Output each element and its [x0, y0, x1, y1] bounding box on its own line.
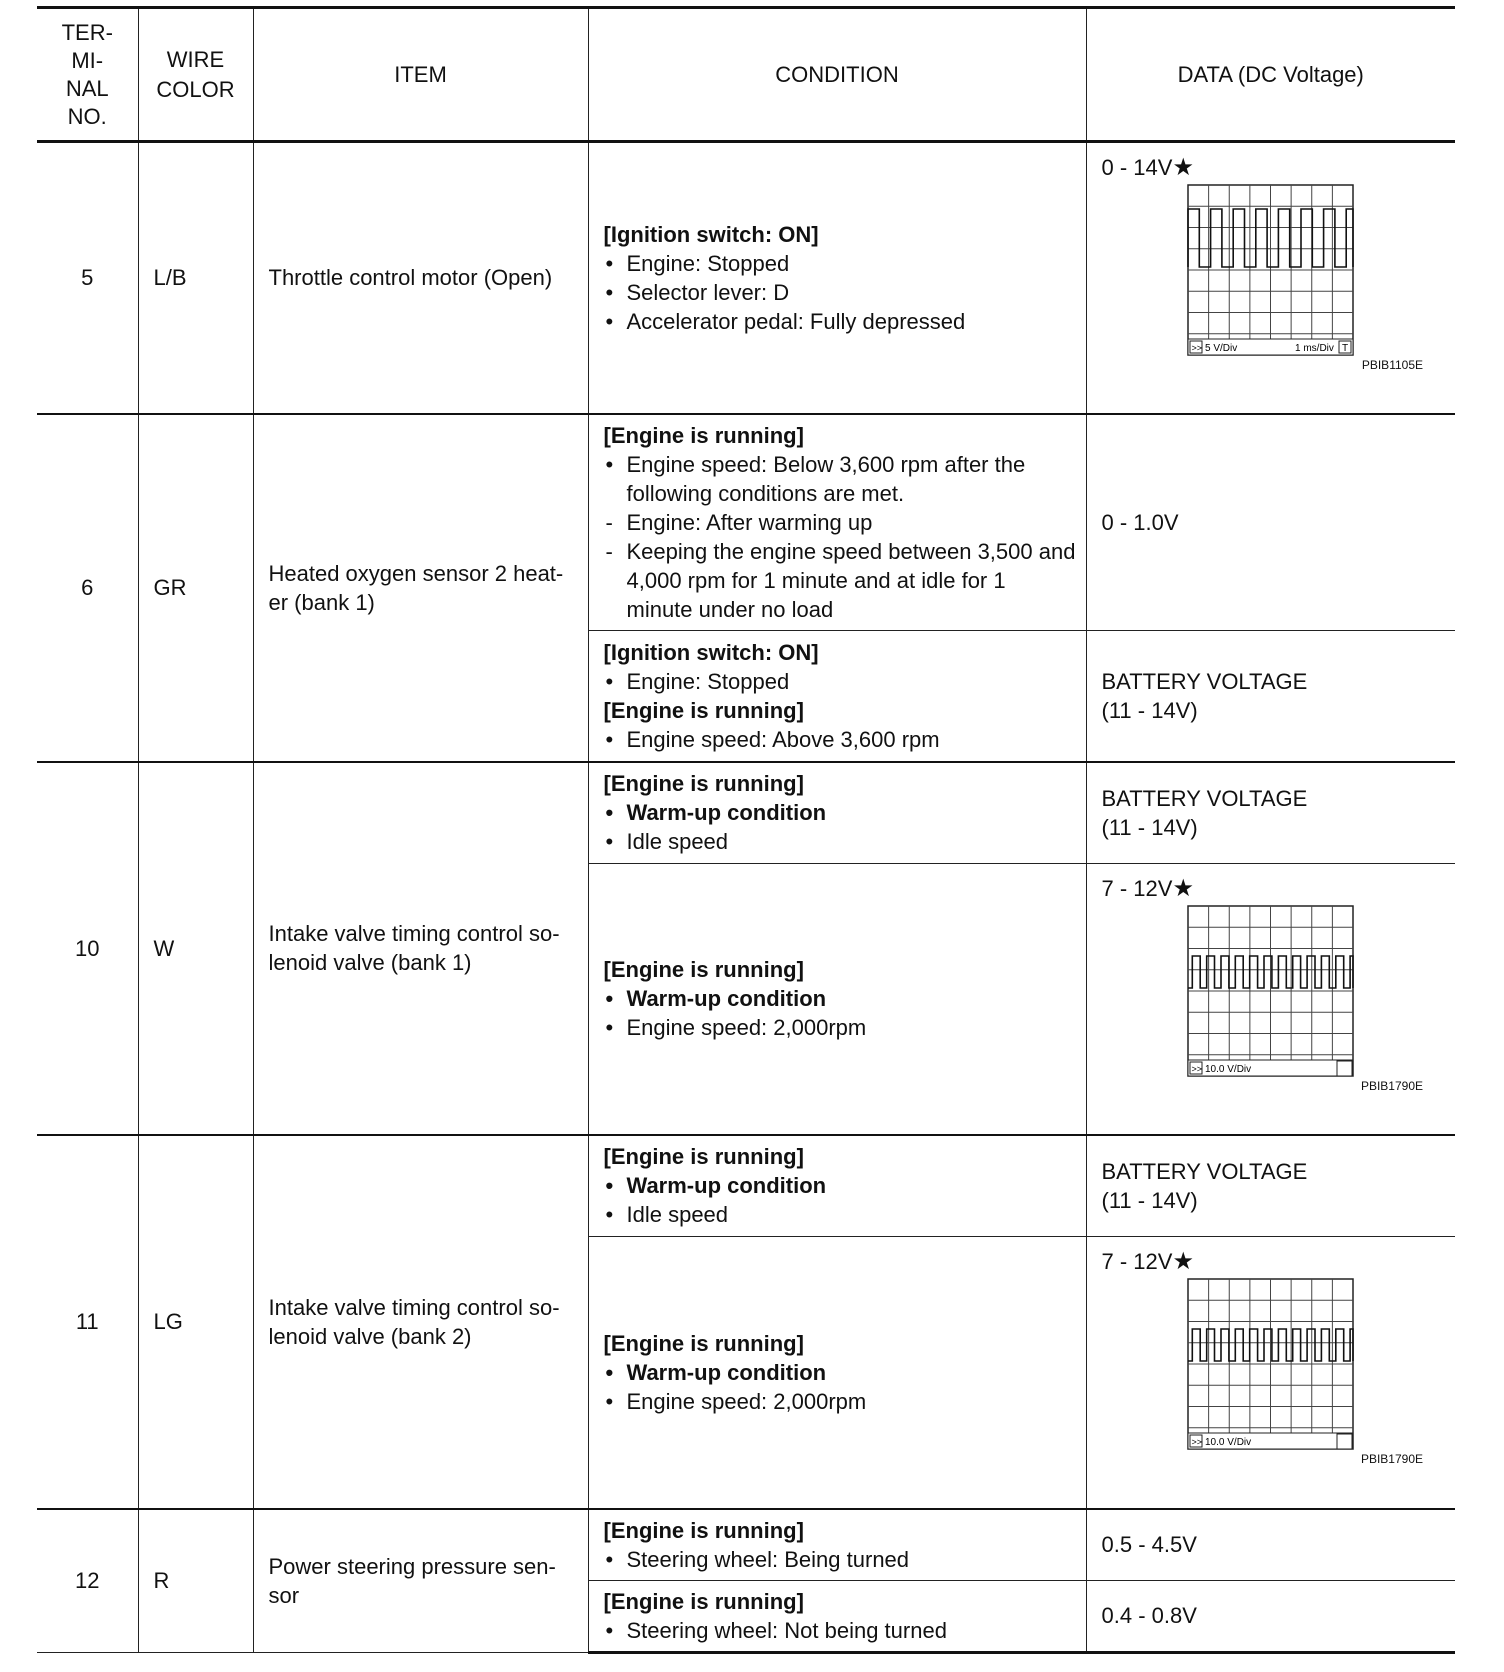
- item-name: [253, 1509, 588, 1653]
- data-value-line: [1102, 508, 1446, 537]
- wire-color: GR: [138, 414, 253, 762]
- time-per-div-label: 1 ms/Div: [1294, 343, 1334, 354]
- channel-marker: >>: [1191, 1437, 1202, 1447]
- channel-marker: >>: [1191, 1064, 1202, 1074]
- condition-line: [604, 1013, 1078, 1042]
- condition-cell: [588, 864, 1086, 1135]
- data-value: BATTERY VOLTAGE (11 - 14V): [1101, 668, 1308, 723]
- data-cell: [1086, 762, 1455, 864]
- bullet-marker: •: [605, 1173, 614, 1199]
- condition-cell: [588, 414, 1086, 631]
- figure-code: PBIB1790E: [1360, 1452, 1423, 1466]
- data-value-line: [1102, 1247, 1446, 1276]
- condition-heading: [Engine is running]: [603, 1517, 804, 1543]
- condition-line: [604, 1171, 1078, 1200]
- header-condition: CONDITION: [588, 8, 1086, 142]
- item-name: [253, 142, 588, 414]
- item-text: Intake valve timing control so- lenoid valve (bank 1): [268, 921, 560, 975]
- table-row: [37, 1135, 1455, 1237]
- condition-line: [604, 1387, 1078, 1416]
- condition-heading: [Engine is running]: [603, 1144, 804, 1170]
- data-cell: [1086, 631, 1455, 762]
- bullet-marker: •: [605, 800, 614, 826]
- volts-per-div-label: 10.0 V/Div: [1204, 1064, 1251, 1075]
- volts-per-div-label: 5 V/Div: [1204, 343, 1237, 354]
- condition-line: [604, 450, 1078, 508]
- data-value: 0.4 - 0.8V: [1101, 1603, 1197, 1628]
- table-row: [37, 142, 1455, 414]
- bullet-marker: -: [605, 509, 613, 535]
- condition-text: Idle speed: [626, 1202, 729, 1228]
- condition-cell: [588, 1237, 1086, 1509]
- data-value-line: [1102, 874, 1446, 903]
- condition-line: [604, 249, 1078, 278]
- graph-group: [1188, 906, 1353, 1076]
- condition-text: Warm-up condition: [626, 986, 827, 1012]
- data-cell: [1086, 864, 1455, 1135]
- condition-line: [604, 1616, 1078, 1645]
- data-cell: [1086, 1509, 1455, 1581]
- condition-text: Warm-up condition: [626, 1359, 827, 1385]
- terminal-number: 5: [37, 142, 138, 414]
- condition-text: Engine: Stopped: [626, 250, 790, 276]
- condition-line: [604, 798, 1078, 827]
- condition-text: Engine: After warming up: [626, 509, 873, 535]
- star-icon: ★: [1172, 154, 1194, 181]
- bullet-marker: •: [605, 1015, 614, 1041]
- condition-cell: [588, 142, 1086, 414]
- oscilloscope-graph: [1187, 184, 1354, 356]
- condition-heading: [Engine is running]: [603, 697, 804, 723]
- header-data: DATA (DC Voltage): [1086, 8, 1455, 142]
- terminal-number: 10: [37, 762, 138, 1135]
- trigger-box: [1337, 1434, 1352, 1449]
- condition-text: Engine speed: Above 3,600 rpm: [626, 726, 940, 752]
- condition-cell: [588, 1509, 1086, 1581]
- table-body: [37, 142, 1455, 1653]
- channel-marker: >>: [1191, 343, 1202, 353]
- condition-text: Keeping the engine speed between 3,500 and 4,000 rpm for 1 minute and at idle for 1 minute under no load: [626, 538, 1076, 622]
- condition-line: [604, 1200, 1078, 1229]
- condition-text: Steering wheel: Not being turned: [626, 1617, 947, 1643]
- header-row: [37, 8, 1455, 142]
- item-text: Power steering pressure sen- sor: [268, 1553, 556, 1608]
- condition-text: Warm-up condition: [626, 800, 827, 826]
- item-text: Heated oxygen sensor 2 heat- er (bank 1): [268, 560, 564, 615]
- bullet-marker: •: [605, 250, 614, 276]
- graph-group: [1188, 1279, 1353, 1449]
- data-value-line: [1102, 784, 1446, 842]
- bullet-marker: •: [605, 279, 614, 305]
- data-value-line: [1102, 1530, 1446, 1559]
- bullet-marker: •: [605, 451, 614, 477]
- condition-text: Steering wheel: Being turned: [626, 1546, 910, 1572]
- condition-text: Engine speed: 2,000rpm: [626, 1015, 867, 1041]
- wire-color: R: [138, 1509, 253, 1653]
- bullet-marker: •: [605, 1617, 614, 1643]
- header-item: ITEM: [253, 8, 588, 142]
- item-name: [253, 414, 588, 762]
- bullet-marker: •: [605, 308, 614, 334]
- data-value-line: [1102, 153, 1446, 182]
- data-cell: [1086, 1237, 1455, 1509]
- data-value: 0.5 - 4.5V: [1101, 1532, 1197, 1557]
- terminal-number: 6: [37, 414, 138, 762]
- bullet-marker: •: [605, 726, 614, 752]
- condition-line: [604, 984, 1078, 1013]
- bullet-marker: •: [605, 1546, 614, 1572]
- data-value: BATTERY VOLTAGE (11 - 14V): [1101, 1158, 1308, 1213]
- condition-line: [604, 1545, 1078, 1574]
- data-cell: [1086, 1135, 1455, 1237]
- figure-code: PBIB1105E: [1361, 358, 1423, 372]
- terminal-data-table: [37, 6, 1455, 1654]
- bullet-marker: •: [605, 829, 614, 855]
- condition-heading: [Engine is running]: [603, 771, 804, 797]
- terminal-number: 12: [37, 1509, 138, 1653]
- condition-heading: [Engine is running]: [603, 1330, 804, 1356]
- condition-cell: [588, 631, 1086, 762]
- wire-color: LG: [138, 1135, 253, 1509]
- condition-cell: [588, 1580, 1086, 1652]
- volts-per-div-label: 10.0 V/Div: [1204, 1437, 1251, 1448]
- graph-group: [1188, 185, 1353, 355]
- condition-cell: [588, 1135, 1086, 1237]
- header-terminal: TER- MI- NAL NO.: [37, 8, 138, 142]
- bullet-marker: •: [605, 986, 614, 1012]
- data-value: 0 - 14V: [1101, 155, 1173, 180]
- bullet-marker: •: [605, 1202, 614, 1228]
- condition-line: [604, 725, 1078, 754]
- condition-text: Engine speed: Below 3,600 rpm after the following conditions are met.: [626, 451, 1026, 506]
- condition-line: [604, 827, 1078, 856]
- figure-code: PBIB1790E: [1360, 1079, 1423, 1093]
- trigger-box: [1337, 1061, 1352, 1076]
- condition-text: Accelerator pedal: Fully depressed: [626, 308, 966, 334]
- condition-line: [604, 667, 1078, 696]
- condition-line: [604, 508, 1078, 537]
- condition-heading: [Ignition switch: ON]: [603, 639, 819, 665]
- condition-line: [604, 278, 1078, 307]
- data-cell: [1086, 1580, 1455, 1652]
- table-row: [37, 1509, 1455, 1581]
- bullet-marker: •: [605, 1359, 614, 1385]
- star-icon: ★: [1172, 875, 1194, 902]
- item-text: Throttle control motor (Open): [268, 265, 553, 291]
- data-value: 0 - 1.0V: [1101, 509, 1179, 535]
- header-wire-color: WIRE COLOR: [138, 8, 253, 142]
- condition-text: Engine: Stopped: [626, 668, 790, 694]
- table-row: [37, 762, 1455, 864]
- data-cell: [1086, 142, 1455, 414]
- condition-heading: [Engine is running]: [603, 1588, 804, 1614]
- wire-color: L/B: [138, 142, 253, 414]
- oscilloscope-graph: [1187, 905, 1354, 1077]
- bullet-marker: •: [605, 1388, 614, 1414]
- item-name: [253, 1135, 588, 1509]
- data-value-line: [1102, 1157, 1446, 1215]
- item-name: [253, 762, 588, 1135]
- condition-line: [604, 307, 1078, 336]
- terminal-number: 11: [37, 1135, 138, 1509]
- table-row: [37, 414, 1455, 631]
- condition-text: Engine speed: 2,000rpm: [626, 1388, 867, 1414]
- condition-line: [604, 1358, 1078, 1387]
- oscilloscope-graph: [1187, 1278, 1354, 1450]
- item-text: Intake valve timing control so- lenoid valve (bank 2): [268, 1294, 560, 1349]
- bullet-marker: •: [605, 668, 614, 694]
- data-cell: [1086, 414, 1455, 631]
- data-value: 7 - 12V: [1101, 1249, 1173, 1274]
- wire-color: W: [138, 762, 253, 1135]
- condition-heading: [Engine is running]: [603, 422, 804, 448]
- data-value-line: [1102, 667, 1446, 725]
- trigger-marker: T: [1341, 343, 1348, 354]
- condition-heading: [Ignition switch: ON]: [603, 221, 819, 247]
- condition-heading: [Engine is running]: [603, 957, 804, 983]
- data-value-line: [1102, 1601, 1446, 1630]
- condition-line: [604, 537, 1078, 624]
- spec-table: [37, 6, 1455, 1654]
- condition-text: Warm-up condition: [626, 1173, 827, 1199]
- data-value: BATTERY VOLTAGE (11 - 14V): [1101, 785, 1308, 840]
- bullet-marker: -: [605, 538, 613, 564]
- condition-cell: [588, 762, 1086, 864]
- condition-text: Selector lever: D: [626, 279, 790, 305]
- condition-text: Idle speed: [626, 829, 729, 855]
- data-value: 7 - 12V: [1101, 876, 1173, 901]
- star-icon: ★: [1172, 1248, 1194, 1275]
